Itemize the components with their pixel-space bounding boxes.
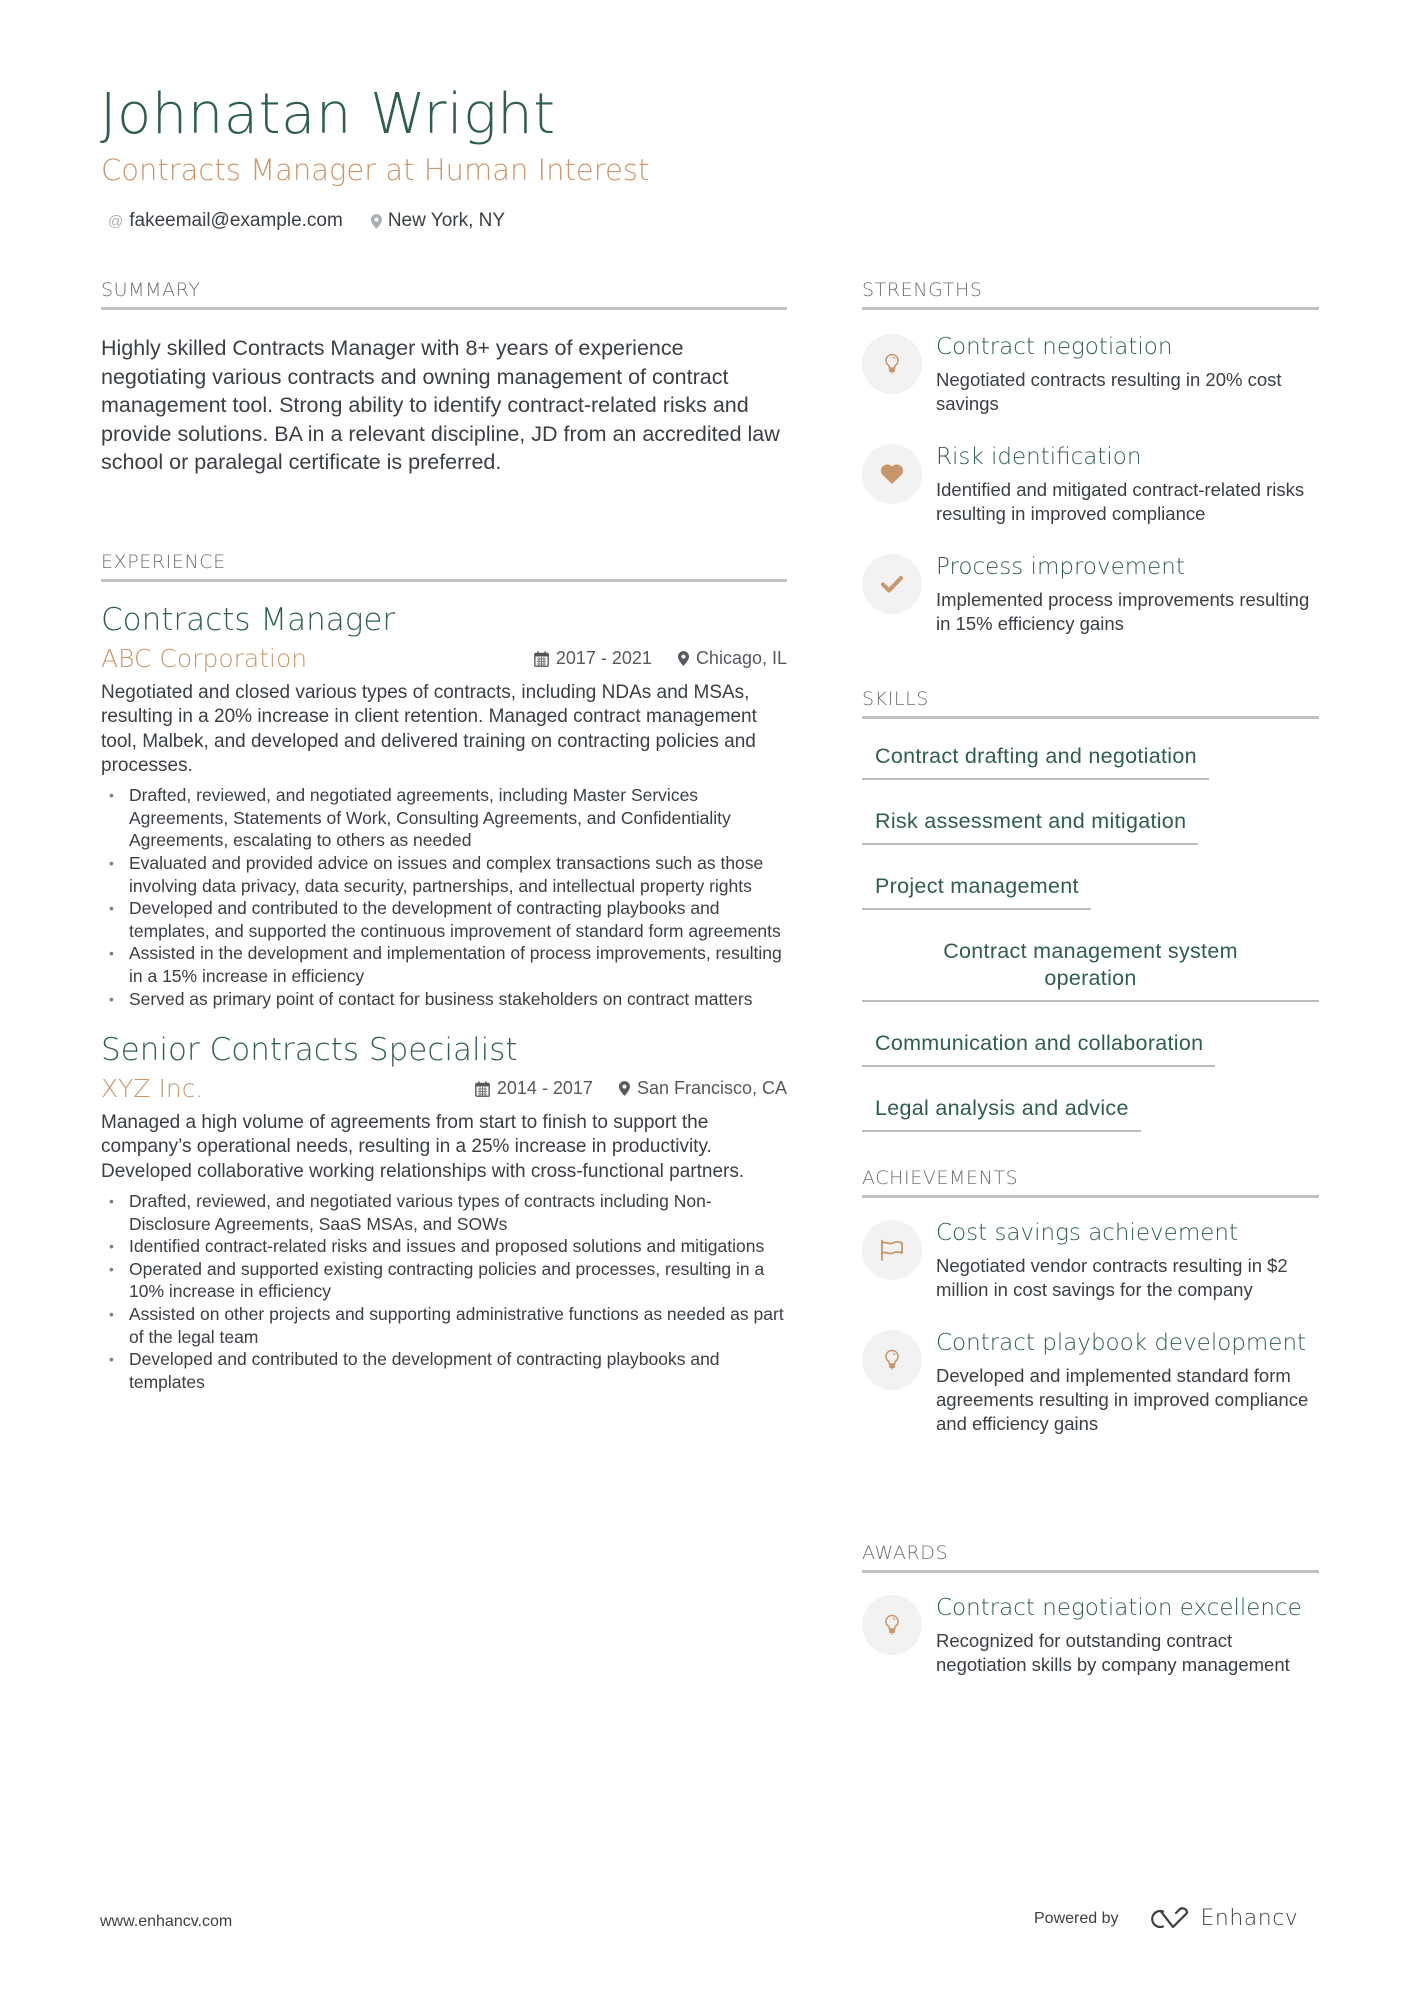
job-meta	[475, 1078, 787, 1099]
strength-title: Risk identification	[936, 444, 1142, 470]
strength-item	[862, 442, 1319, 526]
section-divider	[862, 716, 1319, 719]
section-heading-strengths: STRENGTHS	[862, 279, 983, 301]
job-dates: 2017 - 2021	[534, 648, 652, 669]
job-entry	[101, 602, 787, 1010]
strength-title: Process improvement	[936, 554, 1185, 580]
company-name: XYZ Inc.	[101, 1074, 204, 1104]
achievement-content	[936, 1328, 1319, 1436]
job-bullets	[101, 784, 787, 1010]
achievement-item	[862, 1328, 1319, 1436]
skill-tag: Project management	[862, 873, 1091, 910]
job-bullets	[101, 1190, 787, 1393]
flag-icon	[862, 1220, 922, 1280]
section-heading-skills: SKILLS	[862, 688, 929, 710]
job-bullet: • Drafted, reviewed, and negotiated various types of contracts including Non-Disclosure Agreements, SaaS MSAs, and SOWs	[101, 1190, 787, 1235]
job-bullet: • Operated and supported existing contracting policies and processes, resulting in a 10% increase in efficiency	[101, 1258, 787, 1303]
section-heading-experience: EXPERIENCE	[101, 551, 226, 573]
award-title: Contract negotiation excellence	[936, 1595, 1302, 1621]
candidate-name: Johnatan Wright	[100, 82, 556, 147]
job-title: Senior Contracts Specialist	[101, 1032, 518, 1069]
skill-tag: Risk assessment and mitigation	[862, 808, 1198, 845]
award-content	[936, 1593, 1319, 1677]
strength-content	[936, 552, 1319, 636]
section-heading-summary: SUMMARY	[101, 279, 201, 301]
job-bullet: • Assisted in the development and implementation of process improvements, resulting in a 15% increase in efficiency	[101, 942, 787, 987]
section-divider	[862, 1195, 1319, 1198]
job-meta	[534, 648, 787, 669]
footer-website-link[interactable]: www.enhancv.com	[100, 1913, 233, 1930]
lightbulb-icon	[862, 1330, 922, 1390]
job-description: Negotiated and closed various types of contracts, including NDAs and MSAs, resulting in a 20% increase in client retention. Managed contract management tool, Malbek, and developed and delivered training on contracting policies and processes.	[101, 682, 757, 776]
award-description: Recognized for outstanding contract negotiation skills by company management	[936, 1630, 1290, 1675]
map-pin-icon	[619, 1081, 630, 1096]
summary-section	[101, 279, 787, 477]
job-bullet: • Drafted, reviewed, and negotiated agreements, including Master Services Agreements, Statements of Work, Consulting Agreements, and Confidentiality Agreements, escalating to others as needed	[101, 784, 787, 852]
achievement-description: Negotiated vendor contracts resulting in $2 million in cost savings for the company	[936, 1255, 1288, 1300]
job-entry	[101, 1032, 787, 1393]
job-bullet: • Assisted on other projects and supporting administrative functions as needed as part of the legal team	[101, 1303, 787, 1348]
map-pin-icon	[678, 651, 689, 666]
job-location: Chicago, IL	[678, 648, 787, 669]
section-heading-achievements: ACHIEVEMENTS	[862, 1167, 1019, 1189]
skill-tag: Communication and collaboration	[862, 1030, 1215, 1067]
job-location: San Francisco, CA	[619, 1078, 787, 1099]
section-heading-awards: AWARDS	[862, 1542, 949, 1564]
section-divider	[101, 579, 787, 582]
footer-powered-by[interactable]	[1034, 1906, 1298, 1931]
job-bullet: • Developed and contributed to the development of contracting playbooks and templates	[101, 1348, 787, 1393]
achievement-title: Contract playbook development	[936, 1330, 1307, 1356]
check-icon	[862, 554, 922, 614]
strength-description: Negotiated contracts resulting in 20% cost savings	[936, 369, 1282, 414]
at-icon: @	[108, 212, 124, 230]
section-divider	[862, 1570, 1319, 1573]
strength-description: Implemented process improvements resulting in 15% efficiency gains	[936, 589, 1310, 634]
job-dates: 2014 - 2017	[475, 1078, 593, 1099]
job-bullet: • Identified contract-related risks and issues and proposed solutions and mitigations	[101, 1235, 787, 1258]
strengths-section	[862, 279, 1319, 636]
job-header-row	[101, 644, 787, 673]
strength-item	[862, 552, 1319, 636]
skills-section	[862, 688, 1319, 1132]
enhancv-brand: Enhancv	[1200, 1906, 1299, 1931]
achievement-item	[862, 1218, 1319, 1302]
summary-text: Highly skilled Contracts Manager with 8+ years of experience negotiating various contracts and owning management of contract management tool. Strong ability to identify contract-related risks and provide solutions. BA in a relevant discipline, JD from an accredited law school or paralegal certificate is preferred.	[101, 336, 780, 475]
location-text: New York, NY	[387, 210, 506, 231]
job-header-row	[101, 1074, 787, 1103]
achievement-description: Developed and implemented standard form agreements resulting in improved compliance and efficiency gains	[936, 1365, 1309, 1434]
job-title: Contracts Manager	[101, 602, 396, 638]
achievement-title: Cost savings achievement	[936, 1220, 1238, 1246]
strength-content	[936, 332, 1319, 416]
achievements-section	[862, 1167, 1319, 1436]
award-item	[862, 1593, 1319, 1677]
lightbulb-icon	[862, 334, 922, 394]
skill-tag: Contract drafting and negotiation	[862, 743, 1209, 780]
calendar-icon	[475, 1081, 490, 1097]
company-name: ABC Corporation	[101, 644, 308, 673]
powered-by-label: Powered by	[1034, 1909, 1119, 1927]
section-divider	[862, 307, 1319, 310]
strength-description: Identified and mitigated contract-related risks resulting in improved compliance	[936, 479, 1305, 524]
job-bullet: • Served as primary point of contact for business stakeholders on contract matters	[101, 988, 787, 1011]
lightbulb-icon	[862, 1595, 922, 1655]
experience-section	[101, 551, 787, 1393]
strength-title: Contract negotiation	[936, 334, 1173, 360]
enhancv-logo-icon	[1147, 1907, 1193, 1931]
contact-location	[371, 210, 505, 232]
job-bullet: • Developed and contributed to the development of contracting playbooks and templates, and supported the continuous improvement of standard form agreements	[101, 897, 787, 942]
calendar-icon	[534, 651, 549, 667]
email-text: fakeemail@example.com	[129, 210, 343, 231]
job-description: Managed a high volume of agreements from start to finish to support the company’s operational needs, resulting in a 25% increase in productivity. Developed collaborative working relationships with cross-functional partners.	[101, 1112, 745, 1182]
heart-icon	[862, 444, 922, 504]
skills-list	[862, 743, 1319, 1132]
strength-content	[936, 442, 1319, 526]
skill-tag: Contract management system operation	[862, 938, 1319, 1002]
job-bullet: • Evaluated and provided advice on issues and complex transactions such as those involving data privacy, data security, partnerships, and intellectual property rights	[101, 852, 787, 897]
contact-row	[108, 210, 533, 232]
map-pin-icon	[371, 214, 382, 229]
achievement-content	[936, 1218, 1319, 1302]
section-divider	[101, 307, 787, 310]
candidate-title: Contracts Manager at Human Interest	[101, 153, 650, 187]
contact-email[interactable]	[108, 210, 343, 232]
skill-tag: Legal analysis and advice	[862, 1095, 1141, 1132]
strength-item	[862, 332, 1319, 416]
awards-section	[862, 1542, 1319, 1677]
